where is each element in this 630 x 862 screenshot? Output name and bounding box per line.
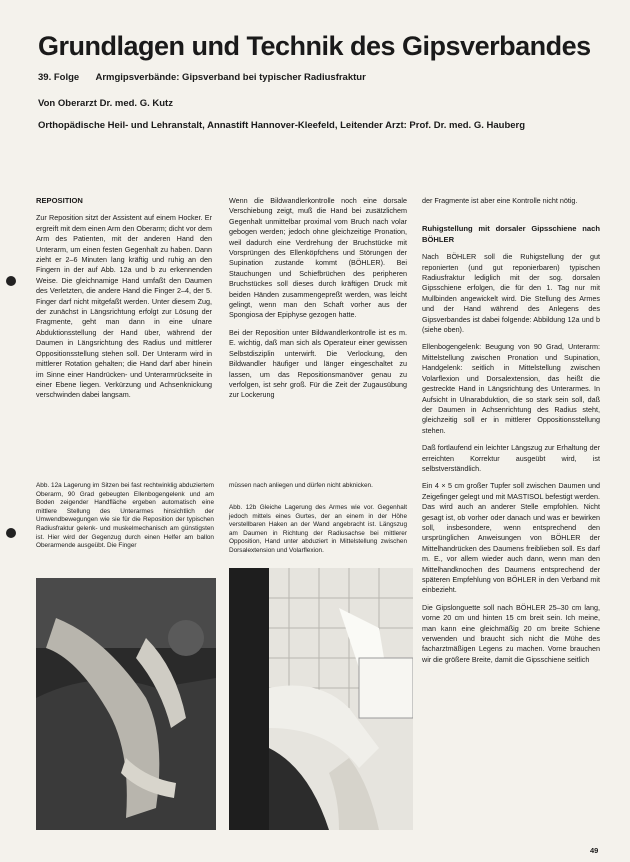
photo-fig-12b <box>229 568 413 830</box>
series-line <box>38 72 366 83</box>
paragraph: der Fragmente ist aber eine Kontrolle nicht nötig. <box>422 196 578 205</box>
paragraph: Ellenbogengelenk: Beugung von 90 Grad, Unterarm: Mittelstellung zwischen Pronation und Supination, Handgelenk: seitlich in Mittelstellung zwischen Volarflexion und Dorsalextension, das heißt die gestreckte Hand in Längsrichtung des Unterarmes. In Aufsicht in Ulnarabduktion, die so stark sein soll, daß der Daumen in Achsenrichtung des Radius steht, gleichzeitig soll er in mittlerer Oppositionsstellung stehen. <box>422 342 600 435</box>
author-line: Von Oberarzt Dr. med. G. Kutz <box>38 98 173 109</box>
paragraph: Zur Reposition sitzt der Assistent auf einem Hocker. Er ergreift mit dem einen Arm den Oberarm; dicht vor dem Arm des Patienten, mit der anderen Hand den Unterarm, um einen festen Gegenhalt zu haben. Dann zieht er 2–6 Minuten lang kräftig und ruhig an den Fingern in der auf Abb. 12a und b zu erkennenden Weise. Die gleichnamige Hand umfaßt den Daumen des Verletzten, die andere Hand die Finger 2–4, der 5. Finger darf nicht mitgefaßt werden. Unter diesem Zug, der zunächst in Längsrichtung erfolgt zur Lösung der Fragmente, geht man dann in eine ulnare Abduktionsstellung der Hand über, während der Daumen in Längsrichtung des Radius und mittlerer Oppositionsstellung stehen soll. Der Unterarm wird in mittlerer Rotation gehalten; die Hand darf aber hinein im Sinne einer Handrücken- und Unterarmrückseite in einer Ebene liegen. Verkürzung und Achsenknickung verschwinden dabei langsam. <box>36 213 212 400</box>
paragraph: Daß fortlaufend ein leichter Längszug zur Erhaltung der erreichten Korrektur ausgeübt wird, ist selbstverständlich. <box>422 443 600 473</box>
binder-hole <box>6 276 16 286</box>
series-number: 39. Folge <box>38 72 80 83</box>
paragraph: Nach BÖHLER soll die Ruhigstellung der gut reponierten (und gut reponierbaren) typischen Radiusfraktur lediglich mit der sog. dorsalen Gipsschiene erfolgen, die für den 1. Tag nur mit Mullbinden angewickelt wird. Die Stellung des Armes und der Hand während des Anlegens des Gipsverbandes ist dabei folgende: Abbildung 12a und b (siehe oben). <box>422 252 600 335</box>
series-subtitle: Armgipsverbände: Gipsverband bei typischer Radiusfraktur <box>95 72 366 83</box>
column-1 <box>36 196 212 408</box>
caption-continuation: müssen nach anliegen und dürfen nicht abknicken. <box>229 482 373 489</box>
binder-hole <box>6 528 16 538</box>
paragraph: Die Gipslonguette soll nach BÖHLER 25–30 cm lang, vorne 20 cm und hinten 15 cm breit sein. Ich meine, man kann eine gleichmäßig 20 cm breite Schiene verwenden und braucht sich nicht die Mühe des facharztmäßigen Legens zu machen. Vorne brauchen wir die größere Breite, damit die Gipsschiene seitlich <box>422 602 600 664</box>
page-number: 49 <box>590 846 599 855</box>
column-2 <box>229 196 407 408</box>
paragraph: Bei der Reposition unter Bildwandlerkontrolle ist es m. E. wichtig, daß man sich als Operateur einer gewissen Selbstdisziplin unterwirft. Die Verlockung, den Bildwandler häufiger und länger eingeschaltet zu lassen, um das Repositionsmanöver genau zu verfolgen, ist sehr groß. Für die Zeit der Zugausübung zur Lockerung <box>229 327 407 400</box>
paragraph: Wenn die Bildwandlerkontrolle noch eine dorsale Verschiebung zeigt, muß die Hand bei zusätzlichem Gegenhalt unmittelbar proximal vom Bruch nach volar gebogen werden; jedoch ohne gleichzeitige Pronation, weil dadurch eine Verdrehung der Bruchstücke mit Vorsprüngen des Ellenköpfchens und Störungen der Supination zustande kommt (BÖHLER). Bei Stauchungen und Schiefbrüchen des peripheren Bruchstückes soll dieses durch kräftigen Druck mit beiden Händen zusammengepreßt werden, was leicht gelingt, wenn man den Schaft vorher aus der Spongiosa der Epiphyse gezogen hatte. <box>229 196 407 320</box>
section-heading-reposition: REPOSITION <box>36 196 83 205</box>
photo-fig-12a <box>36 578 216 830</box>
figure-caption-12b: Abb. 12b Gleiche Lagerung des Armes wie vor. Gegenhalt jedoch mittels eines Gurtes, der an einem in der Höhe verstellbaren Haken an der Wand angebracht ist. Längszug am Daumen in Richtung der Radiusachse bei mittlerer Opposition, Hand unter abduziert in Mittelstellung zwischen Dorsalextension und Volarflexion. <box>229 504 407 554</box>
paragraph: Ein 4 × 5 cm großer Tupfer soll zwischen Daumen und Zeigefinger gelegt und mit MASTISOL befestigt werden. Das wird auch an anderer Stelle empfohlen. Nicht gesagt ist, ob vorher oder danach und was er bewirken soll, insbesondere, wenn entsprechend den ursprünglichen Anweisungen von BÖHLER der Mittelhandrücken des Daumens freiblieben soll. Es darf m. E., vor allem wieder auch dann, wenn man den Mittelhandknochen des Daumens entsprechend der späteren Empfehlung von BÖHLER in den Verband mit einbezieht. <box>422 481 600 595</box>
section-heading-ruhigstellung: Ruhigstellung mit dorsaler Gipsschiene nach BÖHLER <box>422 224 600 244</box>
article-title: Grundlagen und Technik des Gipsverbandes <box>38 31 591 61</box>
figure-caption-12a: Abb. 12a Lagerung im Sitzen bei fast rechtwinklig abduziertem Oberarm, 90 Grad gebeugten Ellenbogengelenk und am Boden zeigender Handfläche ergeben automatisch eine mittlere Stellung des Unterarmes hinsichtlich der Umwendbewegungen wie sie für die Reposition der typischen Radiusfraktur gelenk- und muskelmechanisch am günstigsten ist. Hier wird der Gegenzug durch einen Helfer am ballon Oberarmende ausgeübt. Die Finger <box>36 482 214 550</box>
column-3 <box>422 196 600 672</box>
institution-line: Orthopädische Heil- und Lehranstalt, Annastift Hannover-Kleefeld, Leitender Arzt: Prof. Dr. med. G. Hauberg <box>38 120 526 131</box>
